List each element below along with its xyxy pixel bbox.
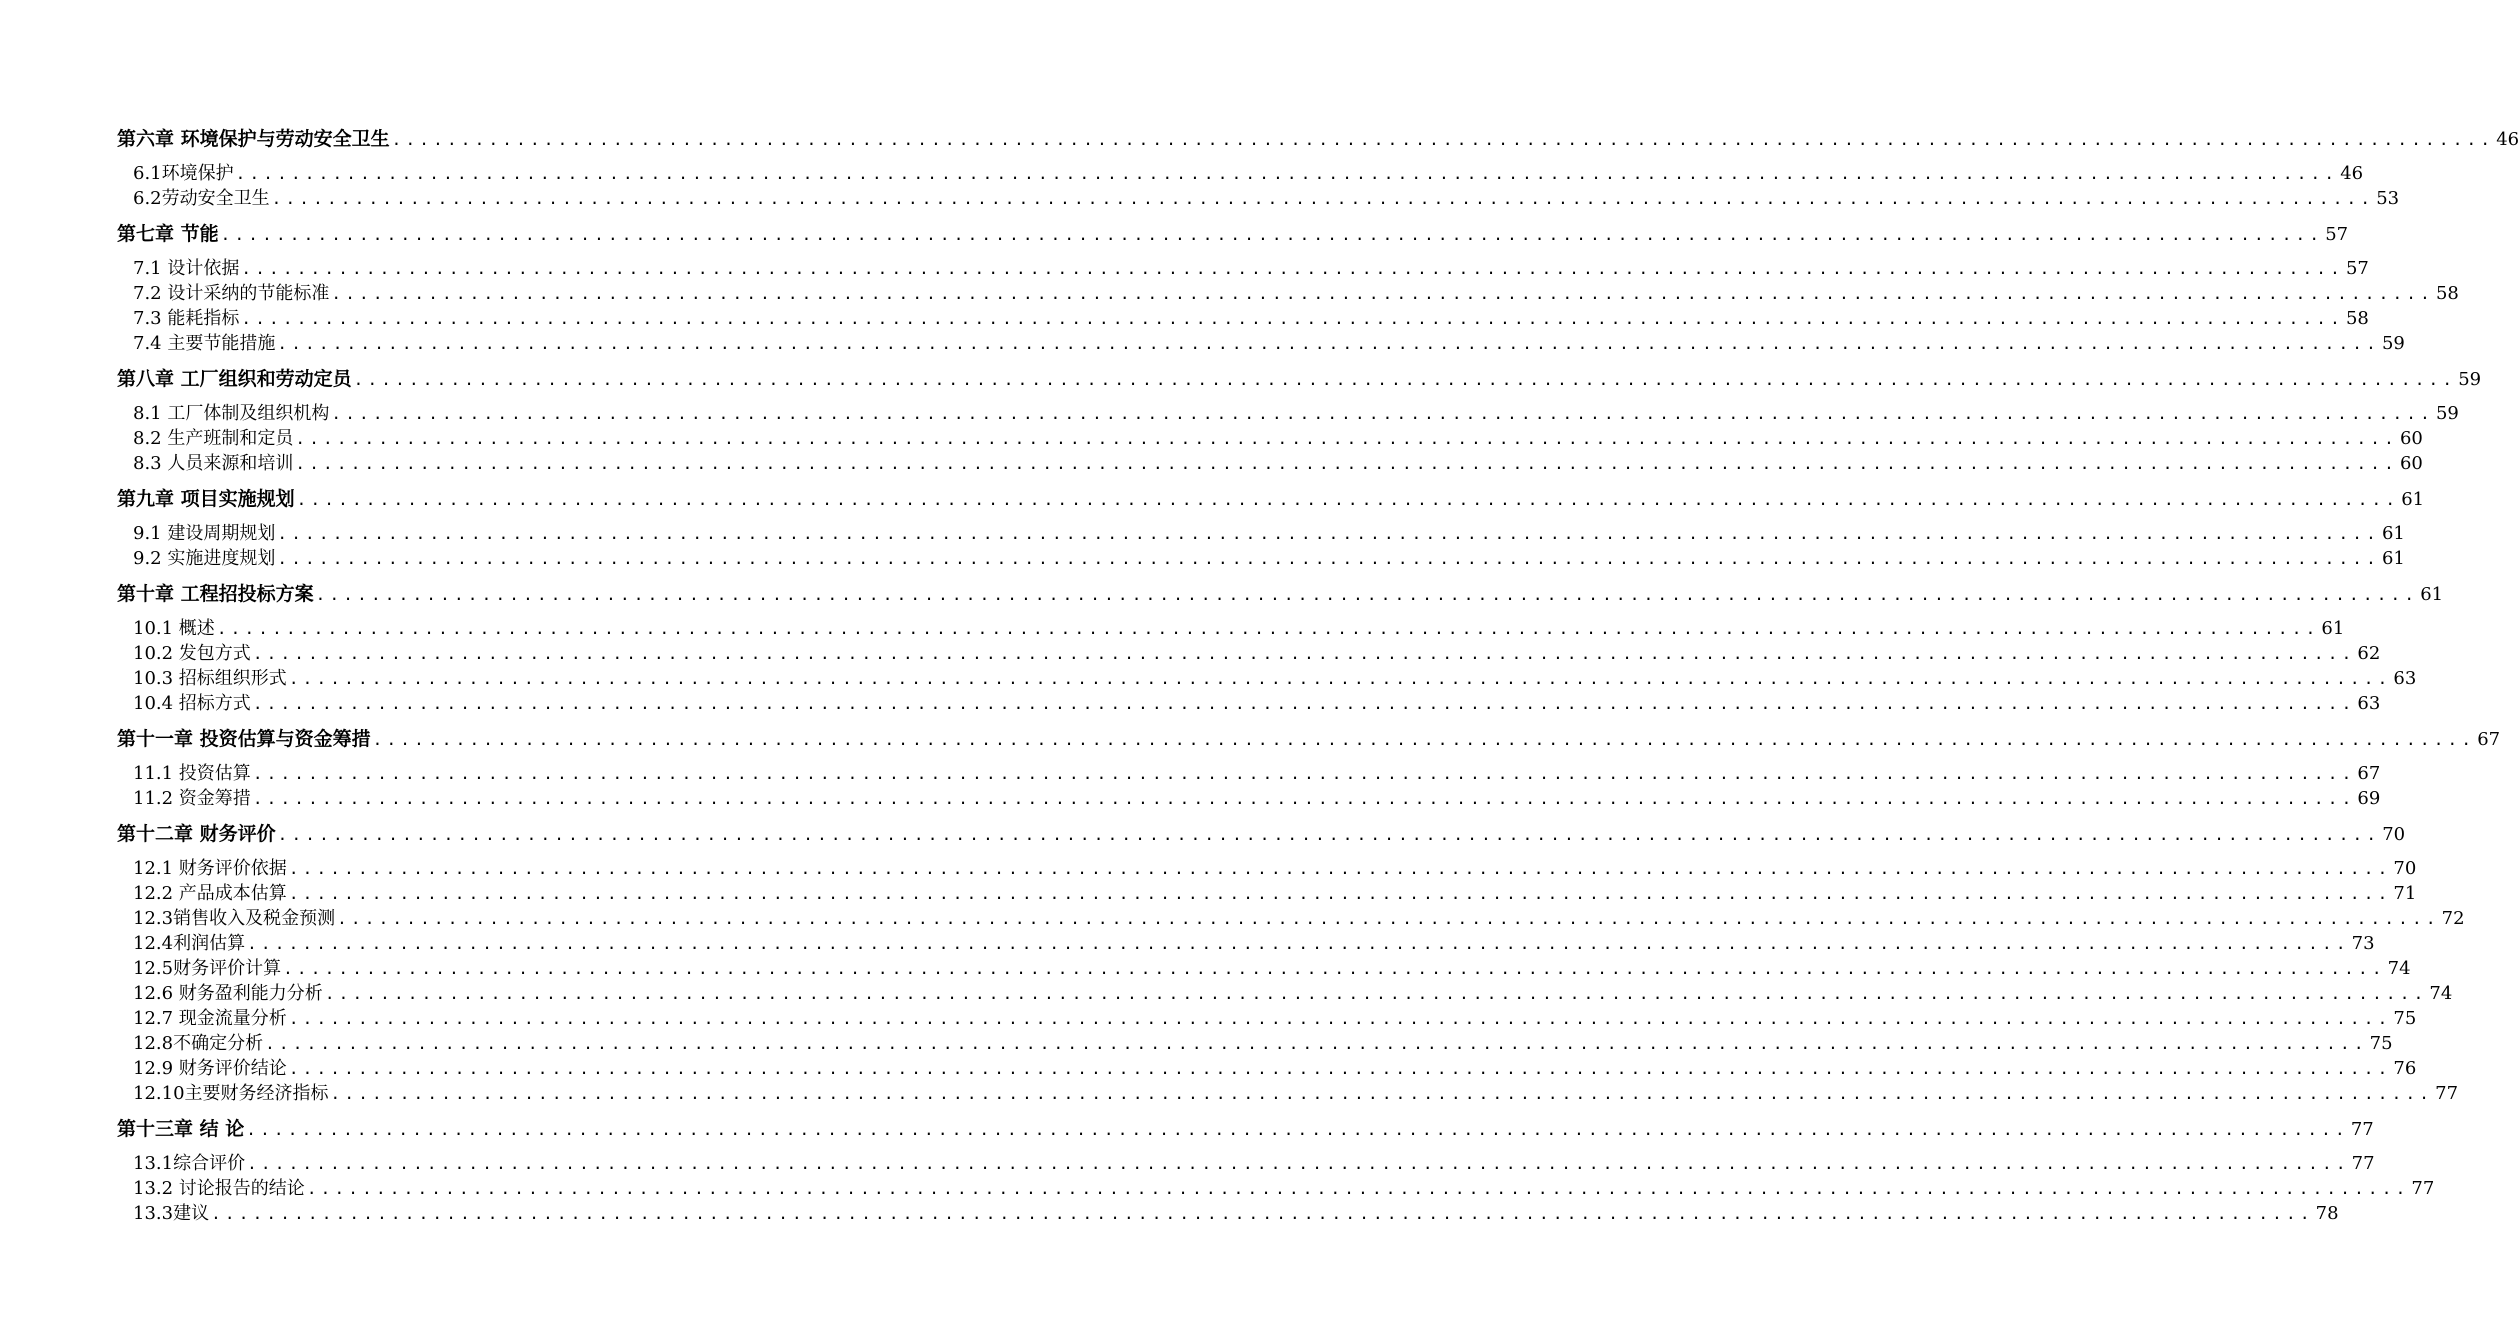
toc-page-number: 60 [2399, 453, 2423, 474]
toc-page-number: 61 [2381, 523, 2405, 544]
toc-page-number: 73 [2351, 933, 2375, 954]
toc-chapter-entry[interactable] [117, 1114, 2374, 1140]
toc-entry-title: 第八章 工厂组织和劳动定员 [117, 368, 352, 390]
toc-dot-leader: ........................................................................................................................................................ [252, 644, 2356, 663]
toc-page-number: 59 [2435, 403, 2459, 424]
toc-dot-leader: ........................................................................................................................................................ [247, 1154, 2350, 1173]
toc-dot-leader: ........................................................................................................................................................ [353, 370, 2457, 389]
toc-dot-leader: ........................................................................................................................................................ [288, 1009, 2392, 1028]
toc-entry-title: 7.2 设计采纳的节能标准 [133, 283, 330, 304]
toc-page-number: 74 [2387, 958, 2411, 979]
toc-entry-title: 第九章 项目实施规划 [117, 488, 295, 510]
toc-section-entry[interactable] [133, 1054, 2417, 1080]
toc-chapter-entry[interactable] [117, 364, 2482, 390]
toc-chapter-entry[interactable] [117, 579, 2444, 605]
toc-entry-title: 12.4利润估算 [133, 933, 246, 954]
toc-entry-title: 第十章 工程招投标方案 [117, 583, 314, 605]
toc-dot-leader: ........................................................................................................................................................ [315, 585, 2419, 604]
toc-section-entry[interactable] [133, 159, 2364, 185]
toc-section-entry[interactable] [133, 954, 2411, 980]
toc-page-number: 70 [2393, 858, 2417, 879]
toc-page-number: 77 [2350, 1119, 2374, 1140]
toc-entry-title: 12.9 财务评价结论 [133, 1058, 287, 1079]
toc-entry-title: 8.2 生产班制和定员 [133, 428, 294, 449]
toc-section-entry[interactable] [133, 639, 2381, 665]
toc-dot-leader: ........................................................................................................................................................ [288, 669, 2392, 688]
toc-entry-title: 6.1环境保护 [133, 163, 234, 184]
toc-dot-leader: ........................................................................................................................................................ [246, 1120, 2349, 1139]
toc-section-entry[interactable] [133, 664, 2417, 690]
toc-dot-leader: ........................................................................................................................................................ [277, 524, 2380, 543]
toc-chapter-entry[interactable] [117, 219, 2349, 245]
toc-dot-leader: ........................................................................................................................................................ [283, 959, 2386, 978]
toc-dot-leader: ........................................................................................................................................................ [330, 1084, 2434, 1103]
toc-entry-title: 第十二章 财务评价 [117, 823, 276, 845]
toc-entry-title: 13.2 讨论报告的结论 [133, 1178, 305, 1199]
toc-chapter-entry[interactable] [117, 724, 2501, 750]
toc-section-entry[interactable] [133, 1004, 2417, 1030]
toc-page-number: 72 [2441, 908, 2465, 929]
toc-section-entry[interactable] [133, 424, 2423, 450]
toc-entry-title: 11.2 资金筹措 [133, 788, 251, 809]
toc-page-number: 77 [2411, 1178, 2435, 1199]
toc-entry-title: 第十三章 结 论 [117, 1118, 245, 1140]
toc-entry-title: 6.2劳动安全卫生 [133, 188, 270, 209]
toc-dot-leader: ........................................................................................................................................................ [252, 789, 2356, 808]
toc-page-number: 61 [2321, 618, 2345, 639]
toc-page-number: 46 [2496, 129, 2519, 150]
toc-section-entry[interactable] [133, 1149, 2375, 1175]
toc-section-entry[interactable] [133, 784, 2381, 810]
toc-entry-title: 7.1 设计依据 [133, 258, 240, 279]
toc-section-entry[interactable] [133, 329, 2405, 355]
toc-dot-leader: ........................................................................................................................................................ [235, 164, 2339, 183]
toc-page-number: 57 [2345, 258, 2369, 279]
toc-entry-title: 9.2 实施进度规划 [133, 548, 276, 569]
toc-dot-leader: ........................................................................................................................................................ [288, 1059, 2392, 1078]
toc-page-number: 77 [2351, 1153, 2375, 1174]
toc-entry-title: 10.4 招标方式 [133, 693, 251, 714]
toc-page-number: 61 [2381, 548, 2405, 569]
toc-page-number: 71 [2393, 883, 2417, 904]
toc-dot-leader: ........................................................................................................................................................ [337, 909, 2440, 928]
toc-entry-title: 8.1 工厂体制及组织机构 [133, 403, 330, 424]
toc-page-number: 63 [2393, 668, 2417, 689]
toc-dot-leader: ........................................................................................................................................................ [271, 189, 2375, 208]
toc-chapter-entry[interactable] [117, 484, 2425, 510]
toc-page-number: 46 [2340, 163, 2364, 184]
toc-section-entry[interactable] [133, 879, 2417, 905]
toc-dot-leader: ........................................................................................................................................................ [241, 309, 2344, 328]
toc-section-entry[interactable] [133, 304, 2369, 330]
toc-page-number: 69 [2357, 788, 2381, 809]
toc-dot-leader: ........................................................................................................................................................ [372, 730, 2476, 749]
toc-section-entry[interactable] [133, 399, 2459, 425]
toc-dot-leader: ........................................................................................................................................................ [306, 1179, 2410, 1198]
toc-section-entry[interactable] [133, 184, 2400, 210]
toc-page-number: 67 [2357, 763, 2381, 784]
toc-dot-leader: ........................................................................................................................................................ [277, 549, 2380, 568]
toc-section-entry[interactable] [133, 1199, 2339, 1225]
toc-entry-title: 13.3建议 [133, 1203, 210, 1224]
toc-section-entry[interactable] [133, 449, 2423, 475]
toc-entry-title: 12.6 财务盈利能力分析 [133, 983, 323, 1004]
toc-dot-leader: ........................................................................................................................................................ [331, 404, 2434, 423]
toc-section-entry[interactable] [133, 759, 2381, 785]
toc-dot-leader: ........................................................................................................................................................ [252, 764, 2356, 783]
toc-page-number: 53 [2376, 188, 2400, 209]
toc-dot-leader: ........................................................................................................................................................ [331, 284, 2434, 303]
toc-dot-leader: ........................................................................................................................................................ [220, 225, 2324, 244]
toc-dot-leader: ........................................................................................................................................................ [277, 825, 2381, 844]
toc-page-number: 61 [2420, 584, 2444, 605]
toc-dot-leader: ........................................................................................................................................................ [277, 334, 2380, 353]
toc-section-entry[interactable] [133, 254, 2369, 280]
toc-entry-title: 10.2 发包方式 [133, 643, 251, 664]
toc-dot-leader: ........................................................................................................................................................ [288, 884, 2392, 903]
toc-section-entry[interactable] [133, 1029, 2393, 1055]
toc-entry-title: 12.10主要财务经济指标 [133, 1083, 329, 1104]
toc-dot-leader: ........................................................................................................................................................ [241, 259, 2344, 278]
toc-page-number: 62 [2357, 643, 2381, 664]
toc-section-entry[interactable] [133, 904, 2465, 930]
toc-entry-title: 8.3 人员来源和培训 [133, 453, 294, 474]
toc-section-entry[interactable] [133, 519, 2405, 545]
toc-dot-leader: ........................................................................................................................................................ [252, 694, 2356, 713]
toc-page-number: 61 [2401, 489, 2425, 510]
toc-entry-title: 10.3 招标组织形式 [133, 668, 287, 689]
toc-page-number: 77 [2435, 1083, 2459, 1104]
toc-dot-leader: ........................................................................................................................................................ [391, 130, 2495, 149]
toc-dot-leader: ........................................................................................................................................................ [216, 619, 2320, 638]
toc-dot-leader: ........................................................................................................................................................ [247, 934, 2350, 953]
toc-entry-title: 12.7 现金流量分析 [133, 1008, 287, 1029]
toc-dot-leader: ........................................................................................................................................................ [288, 859, 2392, 878]
toc-entry-title: 7.3 能耗指标 [133, 308, 240, 329]
toc-section-entry[interactable] [133, 929, 2375, 955]
toc-entry-title: 12.3销售收入及税金预测 [133, 908, 336, 929]
toc-section-entry[interactable] [133, 279, 2459, 305]
toc-page-number: 58 [2345, 308, 2369, 329]
toc-page-number: 59 [2458, 369, 2482, 390]
toc-section-entry[interactable] [133, 689, 2381, 715]
toc-entry-title: 第十一章 投资估算与资金筹措 [117, 728, 371, 750]
toc-dot-leader: ........................................................................................................................................................ [295, 454, 2398, 473]
toc-entry-title: 第七章 节能 [117, 223, 219, 245]
toc-page-number: 75 [2393, 1008, 2417, 1029]
toc-page-number: 59 [2381, 333, 2405, 354]
toc-section-entry[interactable] [133, 1174, 2435, 1200]
toc-dot-leader: ........................................................................................................................................................ [324, 984, 2428, 1003]
toc-entry-title: 7.4 主要节能措施 [133, 333, 276, 354]
toc-dot-leader: ........................................................................................................................................................ [295, 429, 2398, 448]
toc-dot-leader: ........................................................................................................................................................ [296, 490, 2400, 509]
toc-section-entry[interactable] [133, 614, 2345, 640]
toc-entry-title: 9.1 建设周期规划 [133, 523, 276, 544]
toc-dot-leader: ........................................................................................................................................................ [265, 1034, 2368, 1053]
toc-page-number: 75 [2369, 1033, 2393, 1054]
toc-entry-title: 第六章 环境保护与劳动安全卫生 [117, 128, 390, 150]
toc-entry-title: 11.1 投资估算 [133, 763, 251, 784]
toc-entry-title: 12.2 产品成本估算 [133, 883, 287, 904]
toc-page-number: 63 [2357, 693, 2381, 714]
toc-page-number: 76 [2393, 1058, 2417, 1079]
toc-section-entry[interactable] [133, 1079, 2459, 1105]
toc-section-entry[interactable] [133, 544, 2405, 570]
toc-entry-title: 12.8不确定分析 [133, 1033, 264, 1054]
toc-page-number: 57 [2325, 224, 2349, 245]
toc-page-number: 70 [2382, 824, 2406, 845]
toc-dot-leader: ........................................................................................................................................................ [211, 1204, 2314, 1223]
toc-chapter-entry[interactable] [117, 124, 2519, 150]
toc-entry-title: 12.5财务评价计算 [133, 958, 282, 979]
toc-page-number: 78 [2315, 1203, 2339, 1224]
toc-section-entry[interactable] [133, 979, 2453, 1005]
toc-page-number: 74 [2429, 983, 2453, 1004]
toc-chapter-entry[interactable] [117, 819, 2406, 845]
toc-entry-title: 10.1 概述 [133, 618, 215, 639]
toc-section-entry[interactable] [133, 854, 2417, 880]
toc-page-number: 67 [2477, 729, 2501, 750]
toc-entry-title: 12.1 财务评价依据 [133, 858, 287, 879]
toc-page-number: 58 [2435, 283, 2459, 304]
toc-entry-title: 13.1综合评价 [133, 1153, 246, 1174]
toc-page-number: 60 [2399, 428, 2423, 449]
